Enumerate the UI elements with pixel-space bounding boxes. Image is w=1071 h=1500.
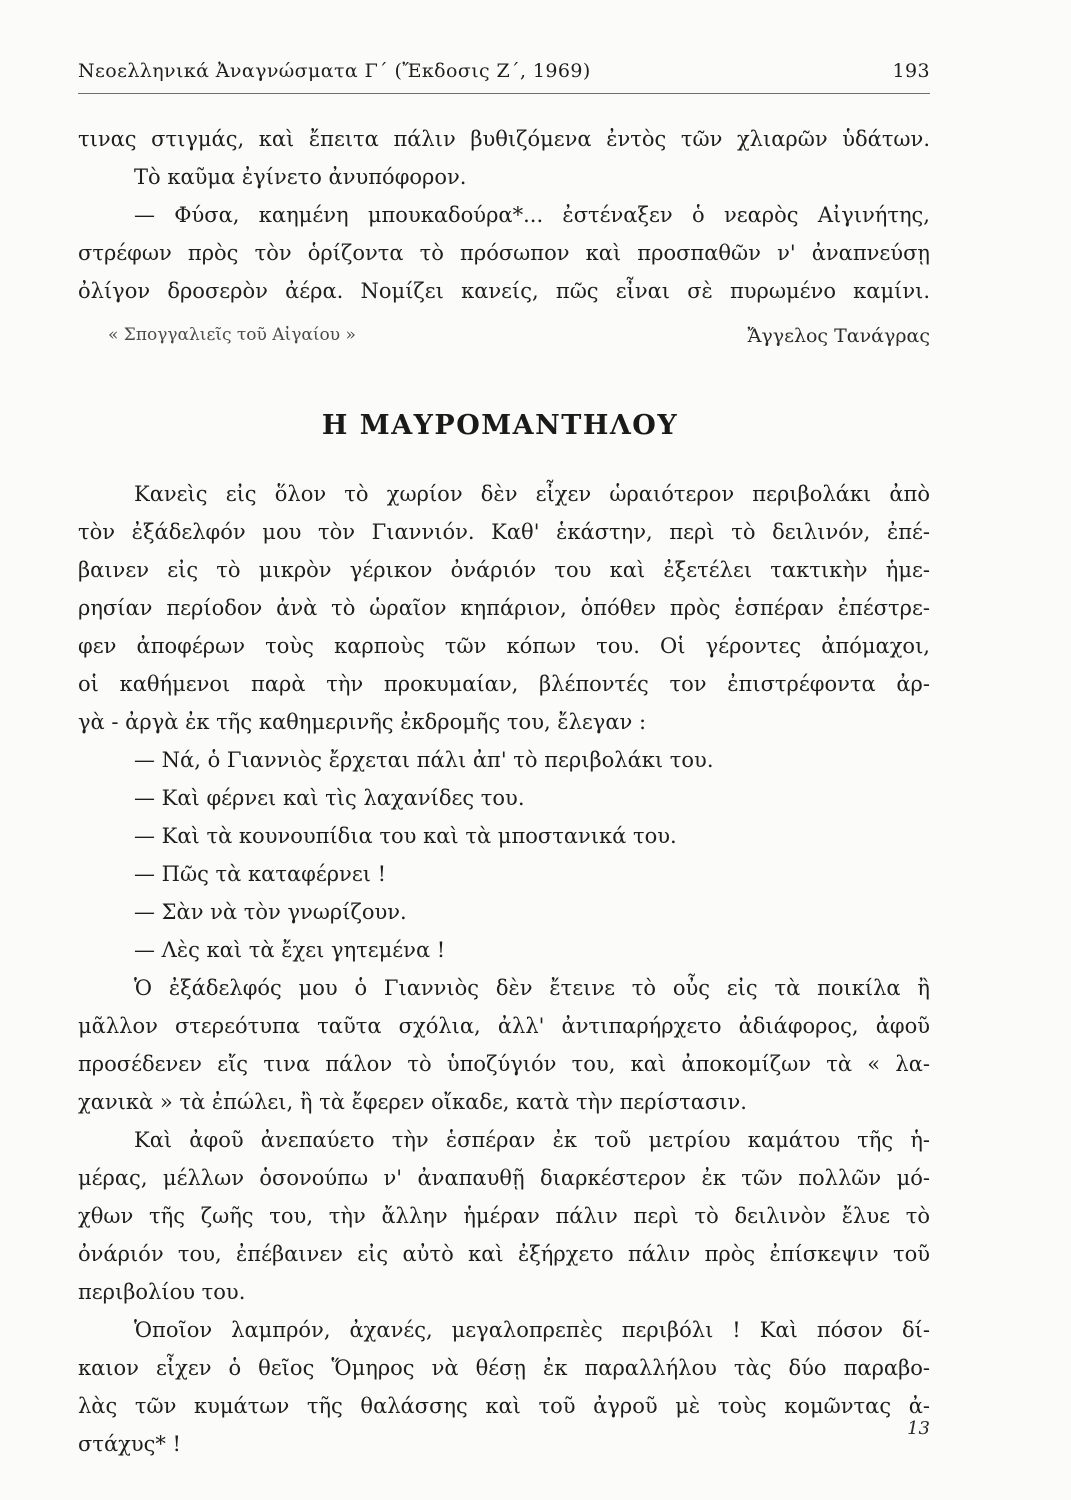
- text-line: στάχυς* !: [78, 1432, 182, 1456]
- dialogue-line: — Πῶς τὰ καταφέρνει !: [134, 862, 387, 886]
- running-title: Νεοελληνικά Ἀναγνώσματα Γ΄ (Ἔκδοσις Ζ΄, 1969): [78, 60, 591, 82]
- text-line: καιον εἶχεν ὁ θεῖος Ὅμηρος νὰ θέσῃ ἐκ παραλλήλου τὰς δύο παραβο-: [78, 1356, 930, 1380]
- sheet-number: 13: [907, 1418, 930, 1439]
- page-number: 193: [892, 60, 930, 82]
- dialogue-line: — Καὶ φέρνει καὶ τὶς λαχανίδες του.: [134, 786, 525, 810]
- text-line: Ὁ ἐξάδελφός μου ὁ Γιαννιὸς δὲν ἔτεινε τὸ οὖς εἰς τὰ ποικίλα ἢ: [134, 976, 930, 1000]
- text-line: μᾶλλον στερεότυπα ταῦτα σχόλια, ἀλλ' ἀντιπαρήρχετο ἀδιάφορος, ἀφοῦ: [78, 1014, 930, 1038]
- text-line: περιβολίου του.: [78, 1280, 246, 1304]
- text-line: χανικὰ » τὰ ἐπώλει, ἢ τὰ ἔφερεν οἴκαδε, κατὰ τὴν περίστασιν.: [78, 1090, 747, 1114]
- text-line: — Φύσα, καημένη μπουκαδούρα*... ἐστέναξεν ὁ νεαρὸς Αἰγινήτης,: [134, 203, 930, 227]
- text-line: οἱ καθήμενοι παρὰ τὴν προκυμαίαν, βλέποντές τον ἐπιστρέφοντα ἀρ-: [78, 672, 930, 696]
- author-name: Ἄγγελος Τανάγρας: [747, 325, 930, 347]
- text-line: χθων τῆς ζωῆς του, τὴν ἄλλην ἡμέραν πάλιν περὶ τὸ δειλινὸν ἔλυε τὸ: [78, 1204, 930, 1228]
- text-line: μέρας, μέλλων ὁσονούπω ν' ἀναπαυθῇ διαρκέστερον ἐκ τῶν πολλῶν μό-: [78, 1166, 930, 1190]
- intro-excerpt: [78, 120, 930, 310]
- text-line: βαινεν εἰς τὸ μικρὸν γέρικον ὀνάριόν του καὶ ἐξετέλει τακτικὴν ἡμε-: [78, 558, 930, 582]
- text-line: τὸν ἐξάδελφόν μου τὸν Γιαννιόν. Καθ' ἑκάστην, περὶ τὸ δειλινόν, ἐπέ-: [78, 520, 930, 544]
- dialogue-line: — Νά, ὁ Γιαννιὸς ἔρχεται πάλι ἀπ' τὸ περιβολάκι του.: [134, 748, 714, 772]
- text-line: ὀνάριόν του, ἐπέβαινεν εἰς αὐτὸ καὶ ἐξήρχετο πάλιν πρὸς ἐπίσκεψιν τοῦ: [78, 1242, 930, 1266]
- text-line: στρέφων πρὸς τὸν ὁρίζοντα τὸ πρόσωπον καὶ προσπαθῶν ν' ἀναπνεύσῃ: [78, 241, 930, 265]
- text-line: Κανεὶς εἰς ὅλον τὸ χωρίον δὲν εἶχεν ὡραιότερον περιβολάκι ἀπὸ: [134, 482, 930, 506]
- chapter-body: [78, 475, 930, 1463]
- text-line: Καὶ ἀφοῦ ἀνεπαύετο τὴν ἑσπέραν ἐκ τοῦ μετρίου καμάτου τῆς ἡ-: [134, 1128, 930, 1152]
- source-title: « Σπογγαλιεῖς τοῦ Αἰγαίου »: [108, 325, 356, 345]
- text-line: προσέδενεν εἴς τινα πάλον τὸ ὑποζύγιόν του, καὶ ἀποκομίζων τὰ « λα-: [78, 1052, 930, 1076]
- text-line: φεν ἀποφέρων τοὺς καρποὺς τῶν κόπων του. Οἱ γέροντες ἀπόμαχοι,: [78, 634, 930, 658]
- text-line: ρησίαν περίοδον ἀνὰ τὸ ὡραῖον κηπάριον, ὁπόθεν πρὸς ἑσπέραν ἐπέστρε-: [78, 596, 930, 620]
- dialogue-line: — Λὲς καὶ τὰ ἔχει γητεμένα !: [134, 938, 446, 962]
- attribution: [108, 325, 930, 355]
- text-line: ὀλίγον δροσερὸν ἀέρα. Νομίζει κανείς, πῶς εἶναι σὲ πυρωμένο καμίνι.: [78, 279, 930, 303]
- text-line: λὰς τῶν κυμάτων τῆς θαλάσσης καὶ τοῦ ἀγροῦ μὲ τοὺς κομῶντας ἀ-: [78, 1394, 930, 1418]
- text-line: Ὁποῖον λαμπρόν, ἀχανές, μεγαλοπρεπὲς περιβόλι ! Καὶ πόσον δί-: [134, 1318, 930, 1342]
- chapter-title: Η ΜΑΥΡΟΜΑΝΤΗΛΟΥ: [321, 410, 679, 441]
- header-rule: [78, 93, 930, 94]
- text-line: τινας στιγμάς, καὶ ἔπειτα πάλιν βυθιζόμενα ἐντὸς τῶν χλιαρῶν ὑδάτων.: [78, 127, 930, 151]
- running-head: [78, 60, 930, 90]
- text-line: γὰ - ἀργὰ ἐκ τῆς καθημερινῆς ἐκδρομῆς του, ἔλεγαν :: [78, 710, 647, 734]
- dialogue-line: — Καὶ τὰ κουνουπίδια του καὶ τὰ μποστανικά του.: [134, 824, 677, 848]
- dialogue-line: — Σὰν νὰ τὸν γνωρίζουν.: [134, 900, 407, 924]
- text-line: Τὸ καῦμα ἐγίνετο ἀνυπόφορον.: [134, 165, 467, 189]
